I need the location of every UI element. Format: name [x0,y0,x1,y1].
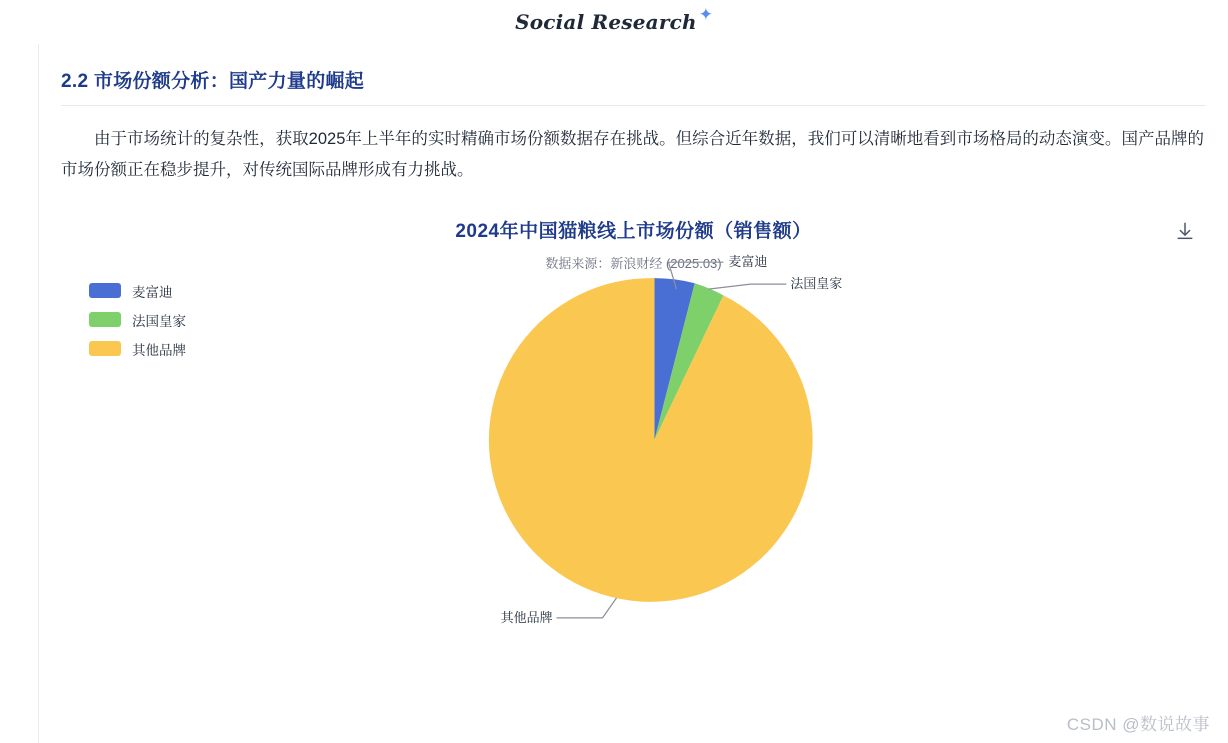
brand-bar [0,0,1228,44]
brand-title: Social Research [515,10,697,34]
section-heading: 2.2 市场份额分析：国产力量的崛起 [61,71,365,92]
sparkle-icon: ✦ [698,5,713,24]
legend-label: 麦富迪 [132,284,173,300]
pie-label-maifudi: 麦富迪 [728,254,768,270]
pie-chart [61,254,1206,662]
document-body [38,44,1228,743]
chart-title: 2024年中国猫粮线上市场份额（销售额） [455,221,812,242]
chart-card [61,202,1206,672]
section-paragraph [39,106,1228,186]
left-gutter [0,44,38,743]
paragraph-text: 由于市场统计的复杂性，获取2025年上半年的实时精确市场份额数据存在挑战。但综合近年数据，我们可以清晰地看到市场格局的动态演变。国产品牌的市场份额正在稳步提升，对传统国际品牌形成有力挑战。 [61,130,1204,179]
pie-slice-others[interactable] [489,278,813,602]
legend-label: 其他品牌 [132,342,186,358]
watermark: CSDN @数说故事 [1066,715,1210,734]
pie-label-others: 其他品牌 [500,609,553,625]
chart-subtitle: 数据来源：新浪财经 (2025.03) [545,256,722,271]
leader-line-royalcanin [708,284,786,289]
pie-label-royalcanin: 法国皇家 [790,276,843,292]
leader-line-others [557,598,617,618]
legend-label: 法国皇家 [132,313,186,329]
download-icon[interactable] [1174,220,1196,242]
